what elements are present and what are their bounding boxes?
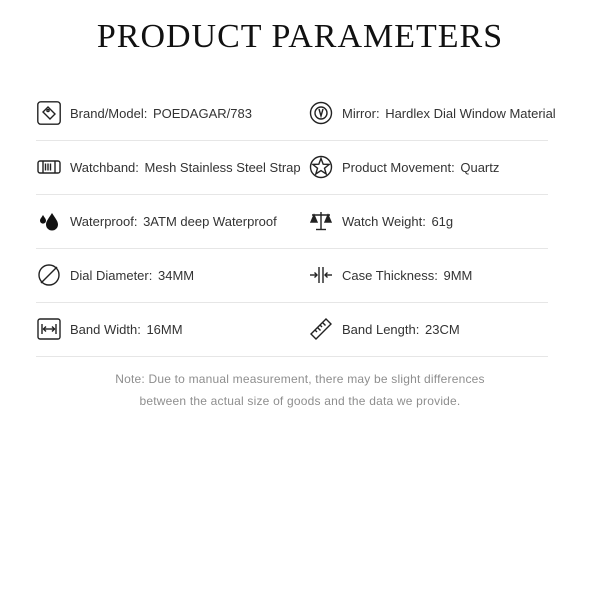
param-row	[36, 302, 548, 357]
param-value: POEDAGAR/783	[152, 105, 252, 121]
param-value: 61g	[431, 213, 454, 229]
param-label: Mirror	[342, 105, 376, 121]
param-weight	[308, 194, 453, 248]
watchband-icon	[36, 154, 62, 180]
param-separator: :	[133, 213, 138, 229]
mirror-icon	[308, 100, 334, 126]
thickness-icon	[308, 262, 334, 288]
param-brand-model	[36, 86, 252, 140]
param-label: Band Width	[70, 321, 138, 337]
param-waterproof	[36, 194, 277, 248]
measurement-note	[0, 368, 600, 412]
param-mirror	[308, 86, 556, 140]
param-separator: :	[137, 321, 141, 337]
param-row	[36, 140, 548, 195]
param-separator: :	[143, 105, 148, 121]
param-value: 34MM	[158, 267, 195, 283]
scale-icon	[308, 208, 334, 234]
param-separator: :	[434, 267, 438, 283]
width-icon	[36, 316, 62, 342]
diameter-icon	[36, 262, 62, 288]
param-case-thickness	[308, 248, 472, 302]
param-label: Watchband	[70, 159, 136, 175]
param-label: Product Movement	[342, 159, 452, 175]
param-label: Dial Diameter	[70, 267, 149, 283]
param-separator: :	[422, 213, 426, 229]
param-dial-diameter	[36, 248, 194, 302]
param-row	[36, 194, 548, 249]
water-drops-icon	[36, 208, 62, 234]
ruler-icon	[308, 316, 334, 342]
param-value: Quartz	[460, 159, 500, 175]
movement-gear-icon	[308, 154, 334, 180]
param-value: 3ATM deep Waterproof	[143, 213, 277, 229]
param-separator: :	[451, 159, 455, 175]
param-value: 16MM	[146, 321, 183, 337]
page-title: PRODUCT PARAMETERS	[96, 18, 504, 55]
param-row	[36, 86, 556, 141]
note-line-2: between the actual size of goods and the data we provide.	[139, 394, 461, 408]
note-line-1: Note: Due to manual measurement, there may be slight differences	[115, 372, 485, 386]
param-value: Mesh Stainless Steel Strap	[144, 159, 301, 175]
param-band-length	[308, 302, 460, 356]
param-label: Watch Weight	[342, 213, 423, 229]
param-row	[36, 248, 548, 303]
param-separator: :	[135, 159, 139, 175]
tag-icon	[36, 100, 62, 126]
param-value: 9MM	[443, 267, 473, 283]
param-label: Case Thickness	[342, 267, 435, 283]
param-value: 23CM	[424, 321, 460, 337]
param-label: Brand/Model	[70, 105, 144, 121]
param-watchband	[36, 140, 301, 194]
param-separator: :	[415, 321, 420, 337]
param-label: Band Length	[342, 321, 416, 337]
param-value: Hardlex Dial Window Material	[385, 105, 556, 121]
param-separator: :	[148, 267, 153, 283]
param-band-width	[36, 302, 183, 356]
param-movement	[308, 140, 499, 194]
param-label: Waterproof	[70, 213, 134, 229]
param-separator: :	[375, 105, 380, 121]
